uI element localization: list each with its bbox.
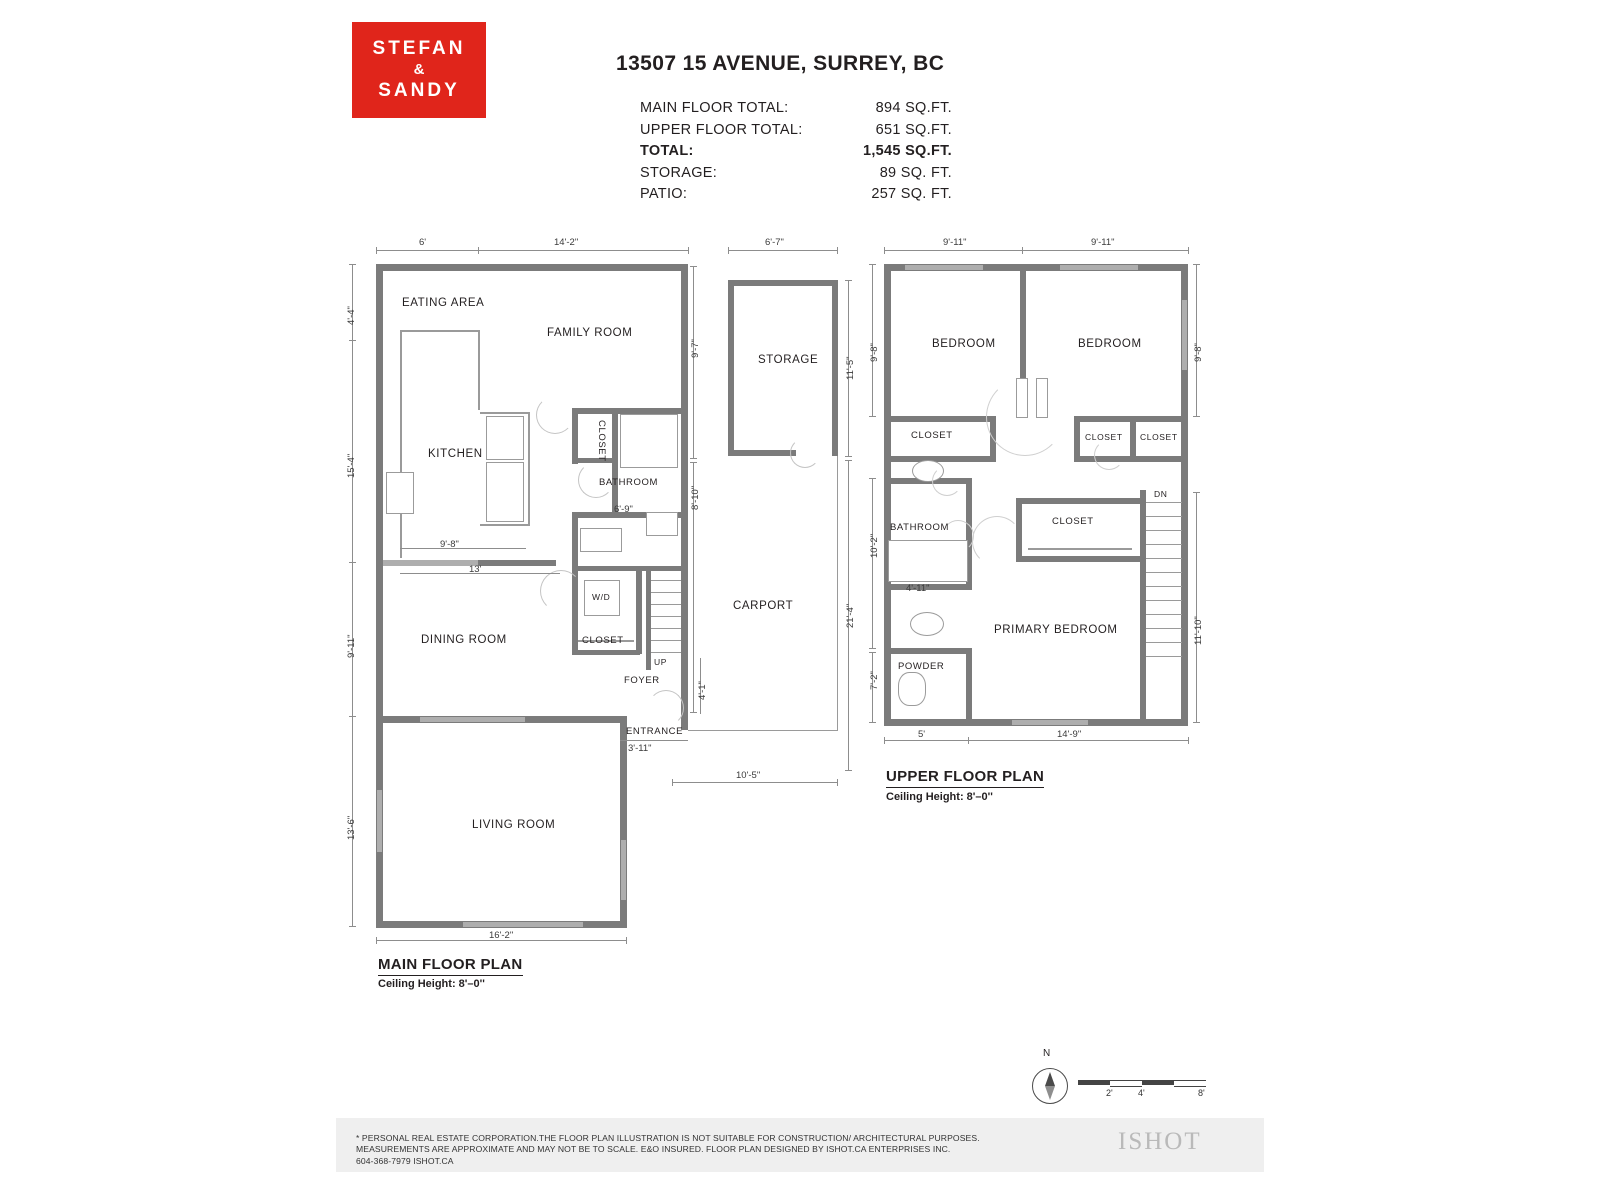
island-fixture bbox=[486, 462, 524, 522]
dimension-upper-bottom-b: 14'-9" bbox=[1057, 729, 1082, 740]
dimension-upper-left-a: 9'-8" bbox=[869, 343, 880, 362]
dimension-bottom: 16'-2" bbox=[489, 930, 514, 941]
carport-edge bbox=[688, 730, 838, 731]
counter bbox=[528, 412, 530, 526]
stair-tread bbox=[651, 604, 681, 605]
counter bbox=[478, 330, 480, 410]
room-label-closet: CLOSET bbox=[911, 430, 953, 441]
door-swing-icon bbox=[790, 438, 820, 468]
scale-bar bbox=[1078, 1080, 1206, 1085]
room-label-washer-dryer: W/D bbox=[592, 592, 611, 602]
counter bbox=[480, 524, 528, 526]
wall bbox=[832, 280, 838, 456]
room-label-living-room: LIVING ROOM bbox=[472, 819, 556, 831]
room-label-entrance: ENTRANCE bbox=[626, 726, 684, 737]
dimension-carport-bottom: 10'-5" bbox=[736, 770, 761, 781]
window bbox=[1182, 300, 1187, 370]
scale-label-1: 2' bbox=[1106, 1088, 1113, 1098]
main-floor-caption: MAIN FLOOR PLAN bbox=[378, 956, 523, 976]
stair-tread bbox=[651, 652, 681, 653]
stair-direction-up: UP bbox=[654, 657, 668, 667]
toilet-fixture bbox=[898, 672, 926, 706]
footer-line-3: 604-368-7979 ISHOT.CA bbox=[356, 1155, 454, 1166]
window bbox=[905, 265, 983, 270]
dimension-family-right: 9'-7" bbox=[690, 339, 701, 358]
area-value: 1,545 SQ.FT. bbox=[862, 143, 952, 159]
dimension-upper-left-b: 10'-2" bbox=[869, 533, 880, 558]
room-label-carport: CARPORT bbox=[733, 600, 794, 612]
sink-fixture bbox=[910, 612, 944, 636]
room-label-eating-area: EATING AREA bbox=[402, 297, 485, 309]
dimension-upper-right-b: 11'-10" bbox=[1193, 616, 1204, 645]
wall bbox=[1140, 490, 1146, 720]
scale-label-2: 4' bbox=[1138, 1088, 1145, 1098]
area-label: PATIO: bbox=[640, 186, 688, 202]
dimension-left-d: 13'-6" bbox=[346, 815, 357, 840]
footer-line-2: MEASUREMENTS ARE APPROXIMATE AND MAY NOT BE TO SCALE. E&O INSURED. FLOOR PLAN DESIGNED BY ISHOT.CA ENTERPRISES INC. bbox=[356, 1144, 951, 1155]
room-label-bedroom: BEDROOM bbox=[1078, 338, 1142, 350]
area-summary bbox=[640, 98, 952, 206]
room-label-bathroom: BATHROOM bbox=[890, 522, 949, 533]
area-value: 89 SQ. FT. bbox=[879, 164, 952, 181]
door-swing-icon bbox=[1094, 440, 1124, 470]
dimension-upper-top-a: 9'-11" bbox=[943, 237, 967, 248]
window bbox=[621, 840, 626, 900]
dimension-line bbox=[728, 250, 838, 251]
door-swing-icon bbox=[932, 466, 962, 496]
door-swing-icon bbox=[536, 396, 574, 434]
dimension-left-c: 9'-11" bbox=[346, 634, 357, 658]
window bbox=[420, 717, 525, 722]
dimension-line bbox=[376, 250, 688, 251]
ishot-logo: ISHOT bbox=[1118, 1128, 1202, 1155]
room-label-kitchen: KITCHEN bbox=[428, 448, 483, 460]
wall bbox=[966, 654, 972, 720]
north-label: N bbox=[1043, 1048, 1051, 1059]
wall bbox=[1016, 556, 1142, 562]
wall bbox=[728, 280, 838, 286]
stair-direction-down: DN bbox=[1154, 489, 1168, 499]
upper-floor-caption: UPPER FLOOR PLAN bbox=[886, 768, 1044, 788]
window bbox=[463, 922, 583, 927]
stair-tread bbox=[651, 580, 681, 581]
wall bbox=[884, 648, 972, 654]
room-label-closet: CLOSET bbox=[596, 420, 607, 462]
dimension-top-b: 14'-2" bbox=[554, 237, 579, 248]
wall bbox=[1130, 416, 1136, 460]
wall bbox=[681, 460, 688, 730]
area-value: 257 SQ. FT. bbox=[871, 186, 952, 202]
dimension-storage-width: 6'-7" bbox=[765, 237, 784, 248]
page-title: 13507 15 AVENUE, SURREY, BC bbox=[616, 52, 945, 75]
room-label-dining-room: DINING ROOM bbox=[421, 634, 507, 646]
area-label: UPPER FLOOR TOTAL: bbox=[640, 121, 803, 138]
toilet-fixture bbox=[646, 512, 678, 536]
brand-line-2: & bbox=[413, 60, 425, 78]
room-label-storage: STORAGE bbox=[758, 354, 819, 366]
scale-label-3: 8' bbox=[1198, 1088, 1205, 1098]
area-label: MAIN FLOOR TOTAL: bbox=[640, 100, 789, 116]
dimension-carport-right: 21'-4" bbox=[845, 603, 856, 628]
counter bbox=[400, 330, 478, 332]
counter bbox=[480, 412, 528, 414]
brand-logo bbox=[352, 22, 486, 118]
door-swing-icon bbox=[540, 570, 582, 612]
main-floor-ceiling: Ceiling Height: 8'–0'' bbox=[378, 978, 485, 990]
wall bbox=[636, 566, 642, 654]
room-label-bathroom: BATHROOM bbox=[599, 477, 658, 488]
door-swing-icon bbox=[648, 690, 684, 726]
stair-tread bbox=[651, 640, 681, 641]
wall bbox=[884, 416, 996, 422]
dimension-kitchen-a: 9'-8" bbox=[440, 539, 459, 550]
room-label-closet: CLOSET bbox=[1085, 432, 1123, 442]
closet-rod bbox=[1028, 548, 1132, 550]
wall bbox=[728, 450, 796, 456]
area-value: 651 SQ.FT. bbox=[875, 121, 952, 138]
area-value: 894 SQ.FT. bbox=[875, 100, 952, 116]
window bbox=[377, 790, 382, 852]
compass-icon bbox=[1032, 1068, 1068, 1104]
dimension-upper-bath-width: 4'-11" bbox=[906, 583, 930, 594]
footer-line-1: * PERSONAL REAL ESTATE CORPORATION.THE FLOOR PLAN ILLUSTRATION IS NOT SUITABLE FOR CONSTRUCTION/ ARCHITECTURAL PURPOSES. bbox=[356, 1133, 980, 1143]
range-fixture bbox=[486, 416, 524, 460]
dimension-upper-right-a: 9'-8" bbox=[1193, 343, 1204, 362]
wall bbox=[1074, 456, 1188, 462]
brand-line-3: SANDY bbox=[378, 80, 460, 102]
dimension-upper-bottom-a: 5' bbox=[918, 729, 926, 740]
area-label: STORAGE: bbox=[640, 164, 718, 181]
wall bbox=[1016, 498, 1142, 504]
area-label: TOTAL: bbox=[640, 143, 694, 159]
dimension-top-a: 6' bbox=[419, 237, 427, 248]
upper-floor-ceiling: Ceiling Height: 8'–0'' bbox=[886, 791, 993, 803]
window bbox=[383, 560, 478, 566]
wall bbox=[1074, 416, 1080, 460]
wall bbox=[646, 566, 651, 670]
room-label-closet: CLOSET bbox=[582, 635, 624, 646]
stair-tread bbox=[651, 628, 681, 629]
room-label-primary-bedroom: PRIMARY BEDROOM bbox=[994, 624, 1118, 636]
door-swing-icon bbox=[972, 516, 1022, 566]
stair-tread bbox=[651, 592, 681, 593]
dimension-bath-width: 6'-9" bbox=[614, 504, 633, 515]
wall bbox=[376, 264, 688, 271]
room-label-bedroom: BEDROOM bbox=[932, 338, 996, 350]
dimension-bath-right: 8'-10" bbox=[690, 485, 701, 510]
wall bbox=[572, 512, 578, 572]
sink-fixture bbox=[386, 472, 414, 514]
dimension-left-a: 4'-4" bbox=[346, 306, 357, 325]
dimension-storage-right: 11'-5" bbox=[845, 356, 856, 380]
shower-fixture bbox=[620, 414, 678, 468]
vanity-fixture bbox=[580, 528, 622, 552]
wall bbox=[884, 456, 996, 462]
brand-line-1: STEFAN bbox=[372, 37, 466, 59]
wall bbox=[572, 650, 640, 655]
wall bbox=[681, 264, 688, 460]
dimension-upper-left-c: 7'-2" bbox=[869, 671, 880, 690]
room-label-powder: POWDER bbox=[898, 661, 945, 672]
dimension-entrance-width: 3'-11" bbox=[628, 743, 652, 754]
wall bbox=[572, 566, 682, 571]
footer-disclaimer bbox=[356, 1133, 980, 1167]
room-label-family-room: FAMILY ROOM bbox=[547, 327, 633, 339]
window bbox=[1060, 265, 1138, 270]
door-swing-icon bbox=[986, 378, 1064, 456]
dimension-kitchen-b: 13' bbox=[469, 564, 482, 575]
dimension-foyer-right: 4'-1" bbox=[697, 681, 708, 700]
room-label-closet: CLOSET bbox=[1140, 432, 1178, 442]
window bbox=[1012, 720, 1088, 725]
carport-edge bbox=[837, 456, 838, 730]
room-label-closet: CLOSET bbox=[1052, 516, 1094, 527]
dimension-upper-top-b: 9'-11" bbox=[1091, 237, 1115, 248]
counter bbox=[400, 330, 402, 558]
wall bbox=[612, 408, 618, 518]
wall bbox=[728, 280, 734, 456]
dimension-left-b: 15'-4" bbox=[346, 453, 357, 478]
stair-tread bbox=[651, 616, 681, 617]
room-label-foyer: FOYER bbox=[624, 675, 660, 686]
